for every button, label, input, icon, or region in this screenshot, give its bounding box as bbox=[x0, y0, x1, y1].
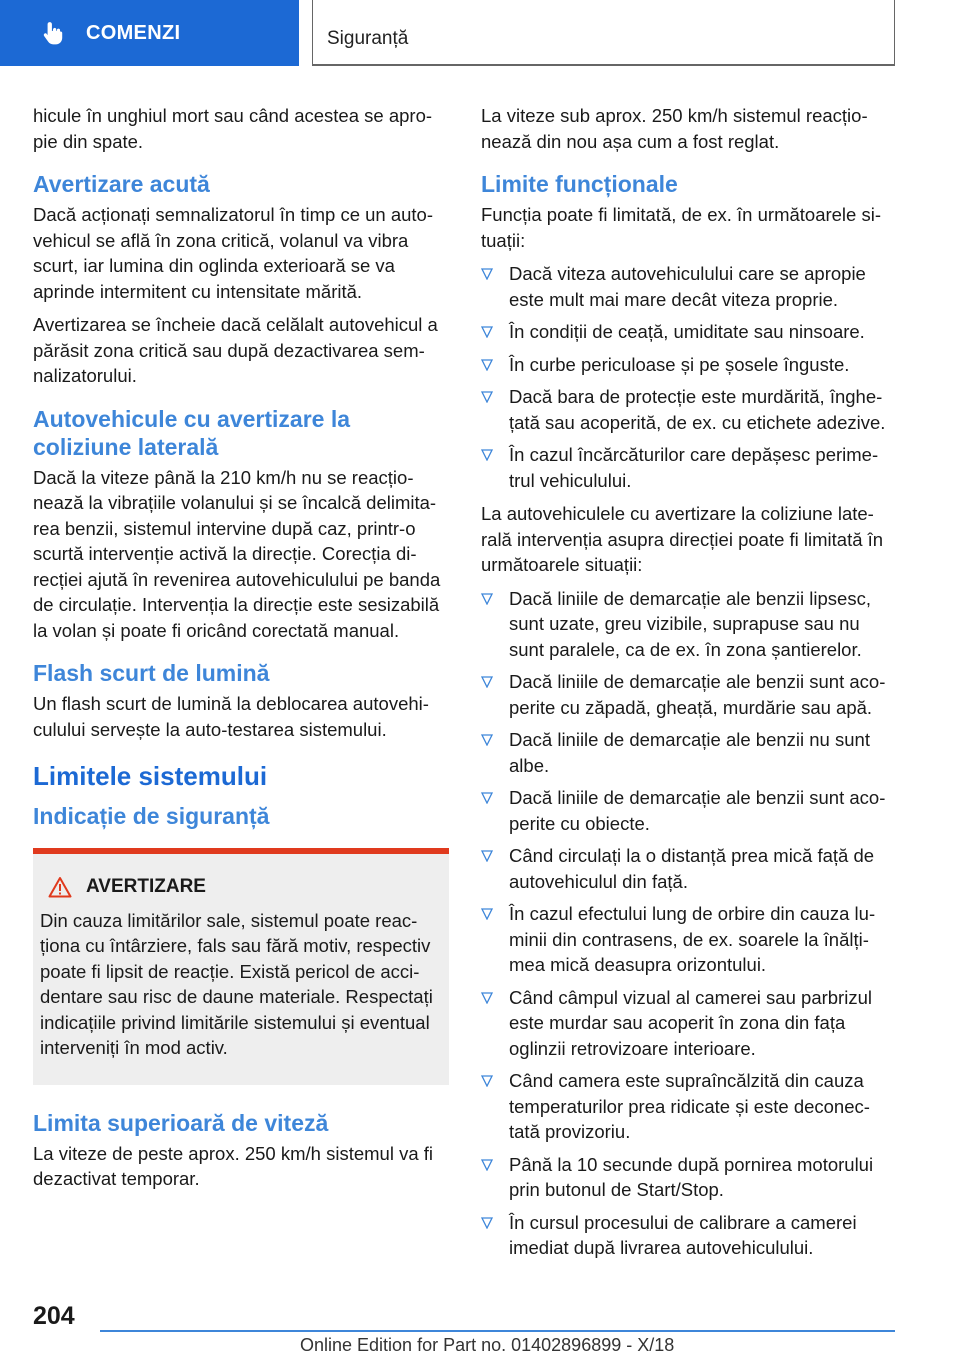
triangle-bullet-icon bbox=[481, 676, 493, 688]
warning-box bbox=[33, 848, 449, 1085]
left-column bbox=[33, 103, 449, 1200]
list-item: Dacă liniile de demarcație ale benzii lipsesc, sunt uzate, greu vizibile, suprapuse sau nu sunt paralele, ca de ex. în zona șantierelor. bbox=[481, 586, 895, 663]
list-item: Dacă liniile de demarcație ale benzii sunt aco-perite cu zăpadă, gheață, murdărie sau apă. bbox=[481, 669, 895, 720]
warning-text: Din cauza limitărilor sale, sistemul poate reac-ționa cu întârziere, fals sau fără motiv, respectiv poate fi lipsit de reacție. Există pericol de acci-dentare sau risc de daune materiale. Respectați indicațiile privind limitările sistemului și eventual interveniți în mod activ. bbox=[40, 909, 433, 1058]
heading-safety-note: Indicație de siguranță bbox=[33, 803, 270, 829]
paragraph-speed-limit: La viteze de peste aprox. 250 km/h sistemul va fi dezactivat temporar. bbox=[33, 1142, 434, 1189]
paragraph-speed-resume: La viteze sub aprox. 250 km/h sistemul reacțio-nează din nou așa cum a fost reglat. bbox=[481, 105, 868, 152]
heading-acute-warning: Avertizare acută bbox=[33, 171, 210, 197]
triangle-bullet-icon bbox=[481, 593, 493, 605]
list-item: În condiții de ceață, umiditate sau ninsoare. bbox=[481, 319, 895, 345]
heading-speed-limit: Limita superioară de viteză bbox=[33, 1109, 329, 1136]
section-title: Siguranță bbox=[312, 0, 895, 66]
chapter-tab[interactable] bbox=[0, 0, 299, 66]
triangle-bullet-icon bbox=[481, 850, 493, 862]
chapter-tab-label: COMENZI bbox=[86, 21, 181, 44]
triangle-bullet-icon bbox=[481, 449, 493, 461]
list-item: Când camera este supraîncălzită din cauza temperaturilor prea ridicate și este deconec-tată provizoriu. bbox=[481, 1068, 895, 1145]
triangle-bullet-icon bbox=[481, 268, 493, 280]
hand-pointer-icon bbox=[40, 20, 66, 46]
paragraph-flash: Un flash scurt de lumină la deblocarea autovehi-culului servește la auto-testarea sistemului. bbox=[33, 693, 429, 740]
list-item: Când circulați la o distanță prea mică față de autovehiculul din față. bbox=[481, 843, 895, 894]
list-item: Dacă liniile de demarcație ale benzii sunt aco-perite cu obiecte. bbox=[481, 785, 895, 836]
triangle-bullet-icon bbox=[481, 391, 493, 403]
footer-divider bbox=[100, 1330, 895, 1332]
triangle-bullet-icon bbox=[481, 908, 493, 920]
heading-system-limits: Limitele sistemului bbox=[33, 761, 268, 791]
triangle-bullet-icon bbox=[481, 1075, 493, 1087]
paragraph-functional-limits: Funcția poate fi limitată, de ex. în următoarele si-tuații: bbox=[481, 204, 881, 251]
triangle-bullet-icon bbox=[481, 1217, 493, 1229]
list-item: În curbe periculoase și pe șosele înguste. bbox=[481, 352, 895, 378]
triangle-bullet-icon bbox=[481, 734, 493, 746]
list-item: În cursul procesului de calibrare a camerei imediat după livrarea autovehiculului. bbox=[481, 1210, 895, 1261]
triangle-bullet-icon bbox=[481, 1159, 493, 1171]
warning-triangle-icon bbox=[48, 876, 72, 898]
triangle-bullet-icon bbox=[481, 326, 493, 338]
list-item: Până la 10 secunde după pornirea motorului prin butonul de Start/Stop. bbox=[481, 1152, 895, 1203]
triangle-bullet-icon bbox=[481, 359, 493, 371]
triangle-bullet-icon bbox=[481, 792, 493, 804]
page-number: 204 bbox=[33, 1302, 75, 1330]
paragraph-acute-2: Avertizarea se încheie dacă celălalt autovehicul a părăsit zona critică sau după dezactivarea sem-nalizatorului. bbox=[33, 314, 438, 386]
warning-header bbox=[40, 874, 441, 900]
right-column bbox=[481, 103, 895, 1269]
triangle-bullet-icon bbox=[481, 992, 493, 1004]
heading-flash: Flash scurt de lumină bbox=[33, 660, 270, 686]
list-item: Dacă viteza autovehiculului care se apropie este mult mai mare decât viteza proprie. bbox=[481, 261, 895, 312]
paragraph-acute-1: Dacă acționați semnalizatorul în timp ce un auto-vehicul se află în zona critică, volanul va vibra scurt, iar lumina din oglinda exterioară se va aprinde intermitent cu intensitate mărită. bbox=[33, 204, 434, 302]
heading-functional-limits: Limite funcționale bbox=[481, 171, 678, 197]
list-item: Când câmpul vizual al camerei sau parbrizul este murdar sau acoperit în zona din fața oglinzii retrovizoare interioare. bbox=[481, 985, 895, 1062]
heading-side-collision: Autovehicule cu avertizare la coliziune laterală bbox=[33, 405, 351, 460]
list-item: În cazul efectului lung de orbire din cauza lu-minii din contrasens, de ex. soarele la înălți-mea mică deasupra orizontului. bbox=[481, 901, 895, 978]
paragraph-continuation: hicule în unghiul mort sau când acestea se apro-pie din spate. bbox=[33, 105, 433, 152]
page-header bbox=[0, 0, 960, 66]
paragraph-side-collision: Dacă la viteze până la 210 km/h nu se reacțio-nează la vibrațiile volanului și se încalcă delimita-rea benzii, sistemul intervine după caz, printr-o scurtă intervenție activă la direcție. Corecția di-recției ajută în revenirea autovehiculului pe banda de circulație. Intervenția la direcție este sesizabilă la volan și poate fi oricând corectată manual. bbox=[33, 466, 441, 641]
edition-note: Online Edition for Part no. 01402896899 - X/18 bbox=[300, 1335, 675, 1355]
list-item: Dacă liniile de demarcație ale benzii nu sunt albe. bbox=[481, 727, 895, 778]
list-item: Dacă bara de protecție este murdărită, înghe-țată sau acoperită, de ex. cu etichete adezive. bbox=[481, 384, 895, 435]
side-limits-list bbox=[481, 586, 895, 1261]
warning-title: AVERTIZARE bbox=[86, 876, 206, 897]
paragraph-side-collision-limits: La autovehiculele cu avertizare la coliziune late-rală intervenția asupra direcției poate fi limitată în următoarele situații: bbox=[481, 503, 884, 575]
limits-list bbox=[481, 261, 895, 493]
list-item: În cazul încărcăturilor care depășesc perime-trul vehiculului. bbox=[481, 442, 895, 493]
